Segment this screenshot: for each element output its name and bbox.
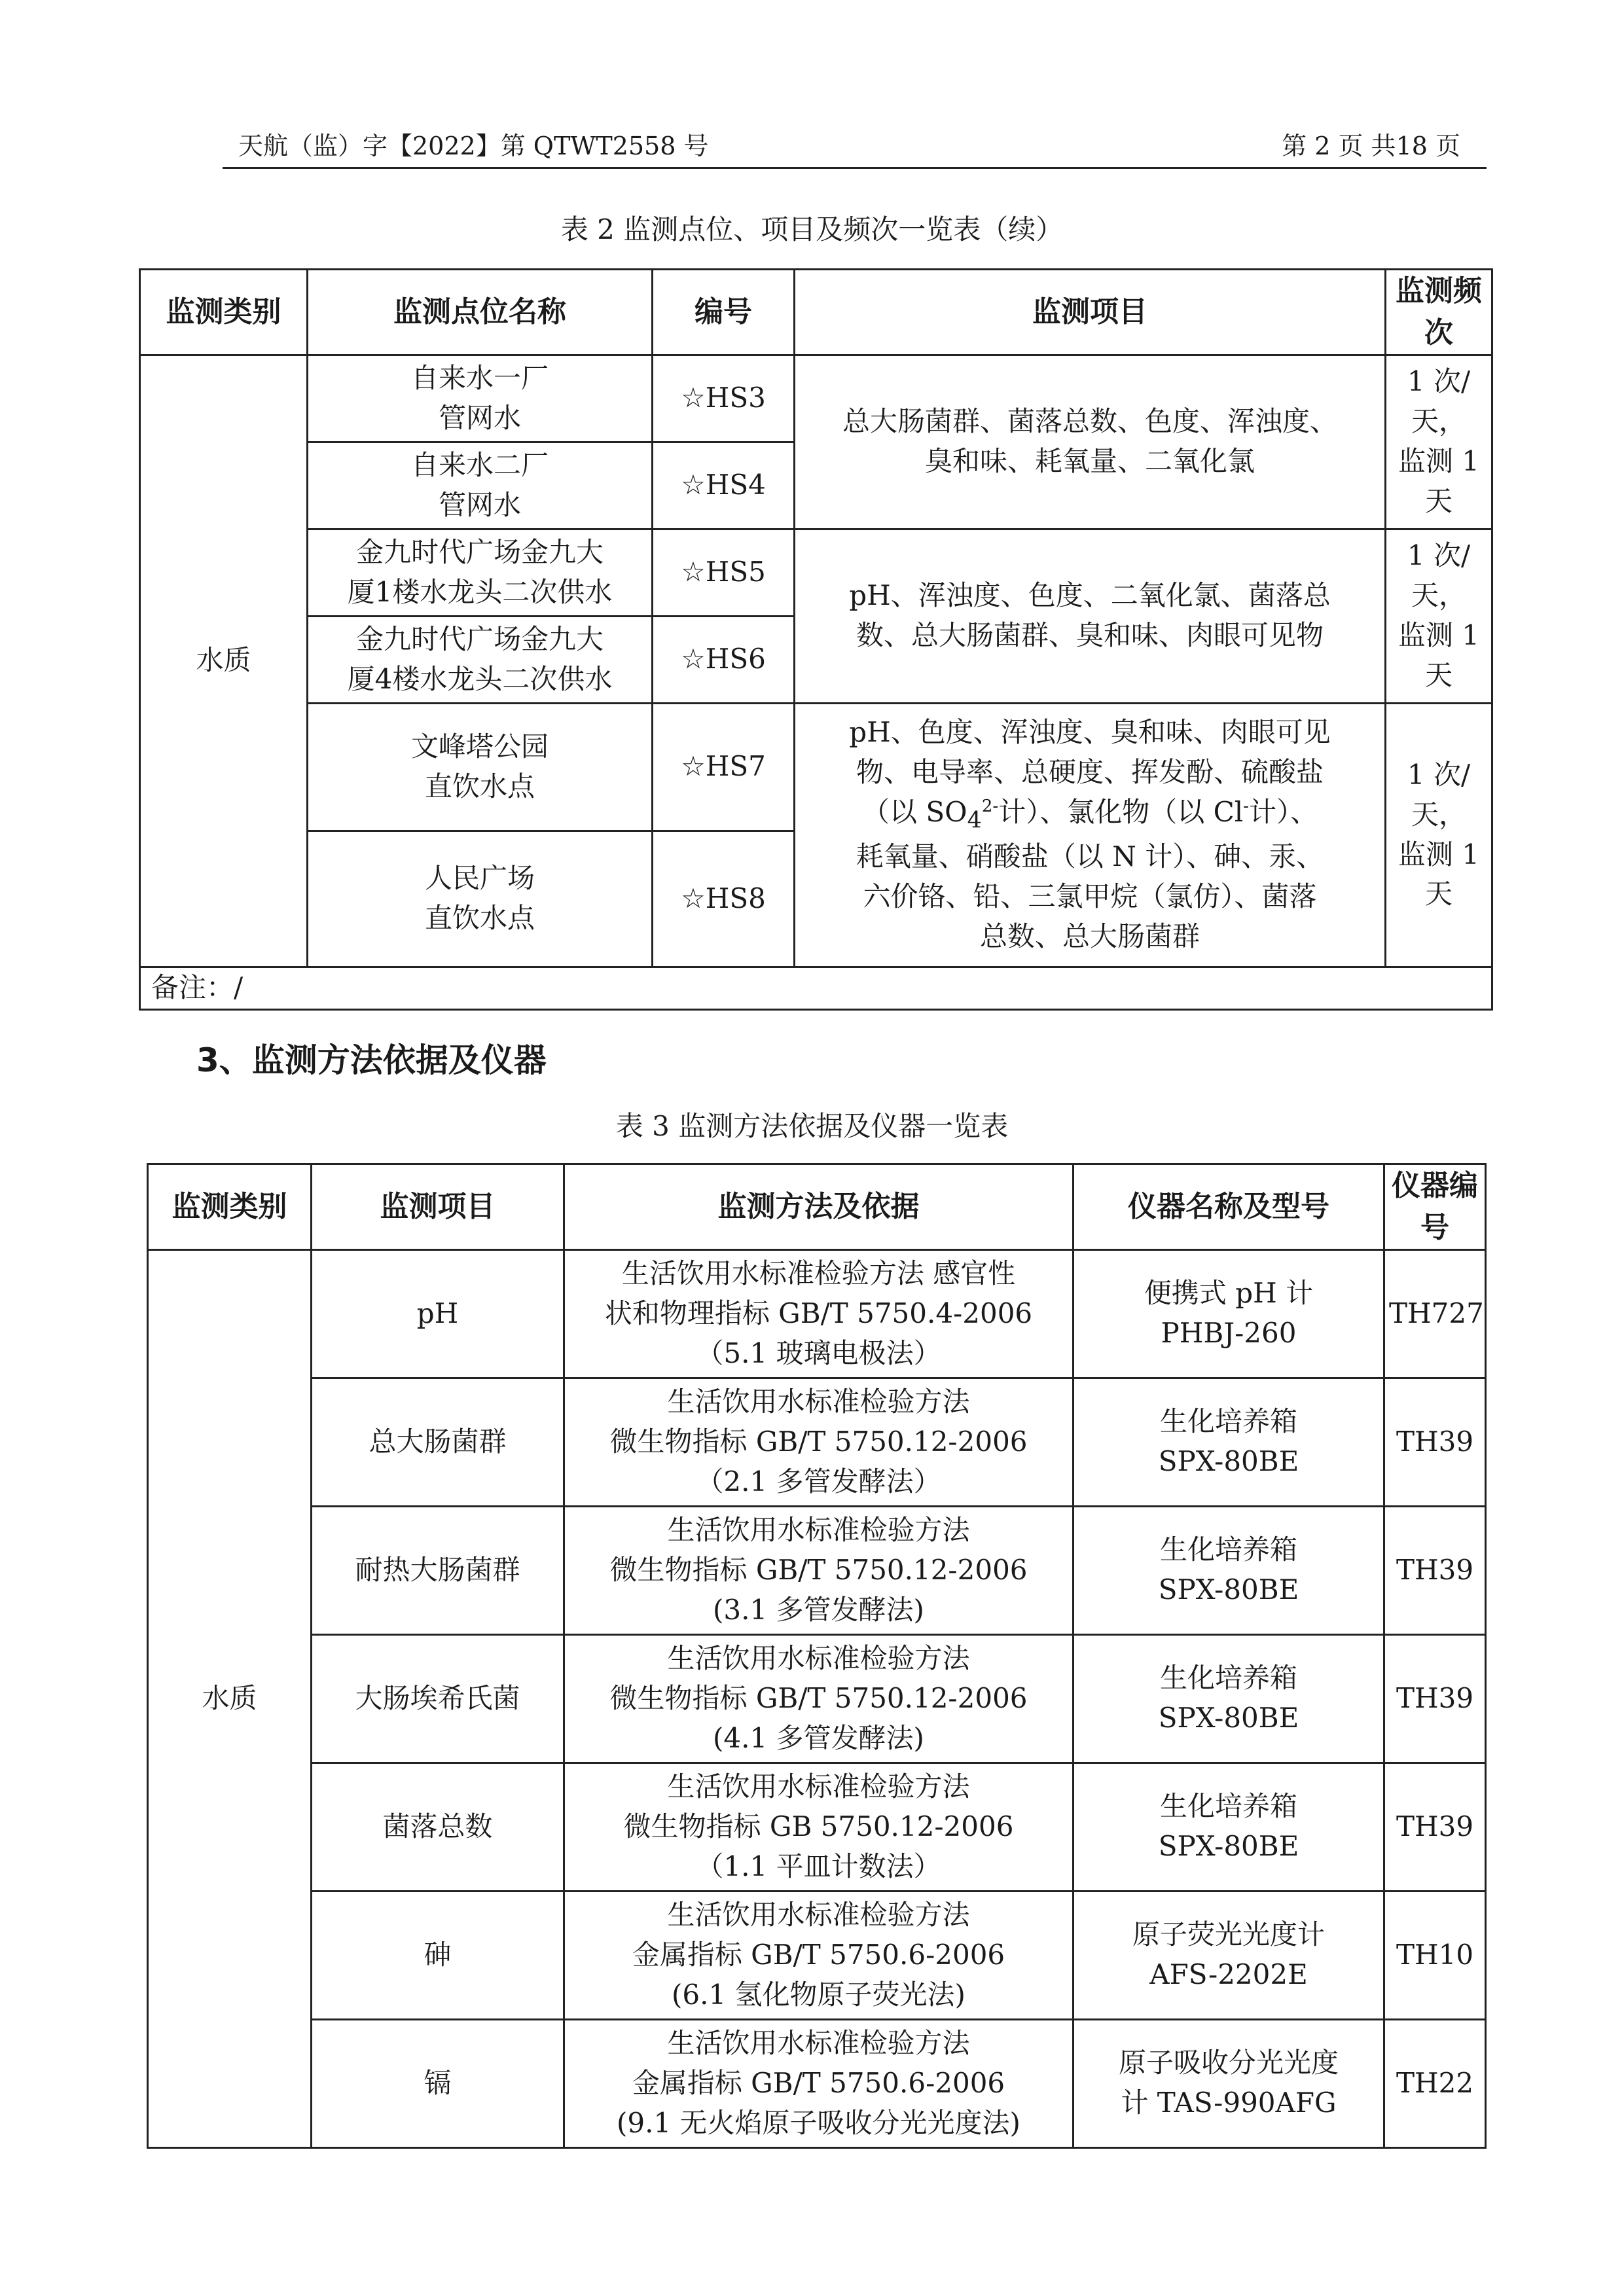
instrument-id-cell: TH39 xyxy=(1384,1634,1486,1763)
items-text: pH、色度、浑浊度、臭和味、肉眼可见 物、电导率、总硬度、挥发酚、硫酸盐 （以 SO xyxy=(849,716,1331,829)
items-text: 计）、氯化物（以 Cl xyxy=(998,796,1244,829)
method-cell: 生活饮用水标准检验方法 微生物指标 GB/T 5750.12-2006 (4.1 多管发酵法) xyxy=(564,1634,1074,1763)
instrument-cell: 生化培养箱 SPX-80BE xyxy=(1074,1634,1384,1763)
item-cell: 总大肠菌群 xyxy=(312,1378,564,1506)
instrument-id-cell: TH22 xyxy=(1384,2019,1486,2147)
items-cell xyxy=(795,703,1386,967)
point-code-cell: ☆HS7 xyxy=(653,703,795,831)
table2-caption: 表 2 监测点位、项目及频次一览表（续） xyxy=(560,213,1064,245)
item-cell: 菌落总数 xyxy=(312,1763,564,1891)
header-cell: 监测点位名称 xyxy=(308,270,653,355)
header-cell: 监测方法及依据 xyxy=(564,1164,1074,1250)
document-number: 天航（监）字【2022】第 QTWT2558 号 xyxy=(238,132,709,160)
header-cell: 编号 xyxy=(653,270,795,355)
table-row xyxy=(148,1506,1486,1634)
point-name-cell: 金九时代广场金九大 厦1楼水龙头二次供水 xyxy=(308,529,653,616)
instrument-id-cell: TH39 xyxy=(1384,1506,1486,1634)
table-row xyxy=(148,1634,1486,1763)
instrument-id-cell: TH10 xyxy=(1384,1891,1486,2019)
frequency-cell: 1 次/天， 监测 1 天 xyxy=(1386,703,1492,967)
item-cell: 耐热大肠菌群 xyxy=(312,1506,564,1634)
item-cell: 砷 xyxy=(312,1891,564,2019)
point-name-cell: 自来水一厂 管网水 xyxy=(308,355,653,442)
header-cell: 监测频次 xyxy=(1386,270,1492,355)
category-cell: 水质 xyxy=(140,355,308,967)
table-row xyxy=(140,355,1492,442)
frequency-cell: 1 次/天， 监测 1 天 xyxy=(1386,355,1492,529)
items-cell: pH、浑浊度、色度、二氧化氯、菌落总 数、总大肠菌群、臭和味、肉眼可见物 xyxy=(795,529,1386,703)
note-cell: 备注：/ xyxy=(140,967,1492,1009)
header-cell: 监测类别 xyxy=(140,270,308,355)
header-cell: 监测项目 xyxy=(795,270,1386,355)
instrument-cell: 生化培养箱 SPX-80BE xyxy=(1074,1378,1384,1506)
instrument-cell: 便携式 pH 计 PHBJ-260 xyxy=(1074,1249,1384,1378)
table-header-row xyxy=(140,270,1492,355)
table-row xyxy=(148,1891,1486,2019)
methods-instruments-table xyxy=(147,1163,1487,2149)
point-code-cell: ☆HS6 xyxy=(653,616,795,703)
category-cell: 水质 xyxy=(148,1249,312,2147)
subscript: 4 xyxy=(967,807,982,834)
item-cell: 镉 xyxy=(312,2019,564,2147)
instrument-cell: 原子荧光光度计 AFS-2202E xyxy=(1074,1891,1384,2019)
instrument-id-cell: TH39 xyxy=(1384,1763,1486,1891)
item-cell: pH xyxy=(312,1249,564,1378)
instrument-id-cell: TH39 xyxy=(1384,1378,1486,1506)
method-cell: 生活饮用水标准检验方法 金属指标 GB/T 5750.6-2006 (9.1 无火焰原子吸收分光光度法) xyxy=(564,2019,1074,2147)
table-row xyxy=(140,529,1492,616)
header-cell: 仪器编号 xyxy=(1384,1164,1486,1250)
header-cell: 监测类别 xyxy=(148,1164,312,1250)
frequency-cell: 1 次/天， 监测 1 天 xyxy=(1386,529,1492,703)
header-cell: 仪器名称及型号 xyxy=(1074,1164,1384,1250)
table-row xyxy=(148,1763,1486,1891)
table3-caption: 表 3 监测方法依据及仪器一览表 xyxy=(615,1110,1009,1142)
method-cell: 生活饮用水标准检验方法 微生物指标 GB/T 5750.12-2006 (3.1 多管发酵法) xyxy=(564,1506,1074,1634)
point-code-cell: ☆HS8 xyxy=(653,831,795,967)
point-name-cell: 文峰塔公园 直饮水点 xyxy=(308,703,653,831)
method-cell: 生活饮用水标准检验方法 微生物指标 GB/T 5750.12-2006 （2.1 多管发酵法） xyxy=(564,1378,1074,1506)
items-text: 计）、 耗氧量、硝酸盐（以 N 计）、砷、汞、 六价铬、铅、三氯甲烷（氯仿）、菌落 总数、总大肠菌群 xyxy=(856,796,1324,952)
monitoring-points-table xyxy=(139,268,1493,1011)
page-number: 第 2 页 共18 页 xyxy=(1282,132,1460,160)
table-header-row xyxy=(148,1164,1486,1250)
superscript: 2- xyxy=(981,797,999,817)
note-row xyxy=(140,967,1492,1009)
point-name-cell: 人民广场 直饮水点 xyxy=(308,831,653,967)
instrument-id-cell: TH727 xyxy=(1384,1249,1486,1378)
point-code-cell: ☆HS4 xyxy=(653,442,795,529)
method-cell: 生活饮用水标准检验方法 感官性 状和物理指标 GB/T 5750.4-2006 （5.1 玻璃电极法） xyxy=(564,1249,1074,1378)
header-cell: 监测项目 xyxy=(312,1164,564,1250)
instrument-cell: 生化培养箱 SPX-80BE xyxy=(1074,1763,1384,1891)
method-cell: 生活饮用水标准检验方法 金属指标 GB/T 5750.6-2006 (6.1 氢化物原子荧光法) xyxy=(564,1891,1074,2019)
items-cell: 总大肠菌群、菌落总数、色度、浑浊度、 臭和味、耗氧量、二氧化氯 xyxy=(795,355,1386,529)
page-header xyxy=(223,128,1487,169)
point-name-cell: 自来水二厂 管网水 xyxy=(308,442,653,529)
method-cell: 生活饮用水标准检验方法 微生物指标 GB 5750.12-2006 （1.1 平皿计数法） xyxy=(564,1763,1074,1891)
table-row xyxy=(148,2019,1486,2147)
table-row xyxy=(140,703,1492,831)
point-code-cell: ☆HS3 xyxy=(653,355,795,442)
point-code-cell: ☆HS5 xyxy=(653,529,795,616)
superscript: - xyxy=(1243,797,1249,817)
instrument-cell: 生化培养箱 SPX-80BE xyxy=(1074,1506,1384,1634)
instrument-cell: 原子吸收分光光度 计 TAS-990AFG xyxy=(1074,2019,1384,2147)
table-row xyxy=(148,1378,1486,1506)
table-row xyxy=(148,1249,1486,1378)
item-cell: 大肠埃希氏菌 xyxy=(312,1634,564,1763)
section-title: 3、监测方法依据及仪器 xyxy=(196,1041,547,1079)
point-name-cell: 金九时代广场金九大 厦4楼水龙头二次供水 xyxy=(308,616,653,703)
